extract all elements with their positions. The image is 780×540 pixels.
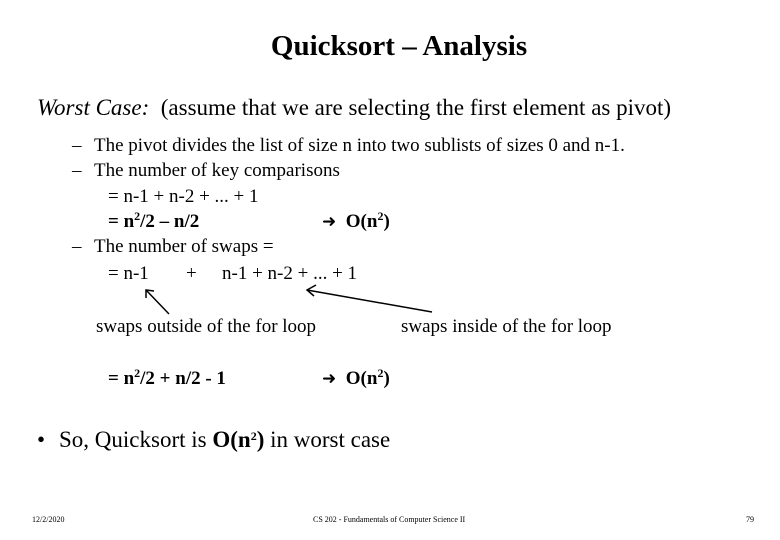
right-arrow-icon: ➜ [322,212,337,232]
point-comparisons-text: The number of key comparisons [94,160,340,181]
worst-case-label: Worst Case: [37,95,150,120]
comparisons-sum: = n-1 + n-2 + ... + 1 [108,186,259,207]
swaps-result: = $n^2/2 + n/2 - 1$ [108,366,226,389]
swaps-plus: + [186,263,197,284]
footer-course: CS 202 - Fundamentals of Computer Science II [313,515,466,524]
slide-title: Quicksort – Analysis [270,30,528,62]
point-swaps-text: The number of swaps = [94,236,274,257]
worst-case-text: (assume that we are selecting the first element as pivot) [160,95,672,120]
swaps-inside-term: n-1 + n-2 + ... + 1 [222,263,358,284]
dash-marker: – [72,160,82,181]
swaps-big-o: ➜ $O(n^2)$ [322,366,390,389]
conclusion-bullet: • So, Quicksort is $O(n^2)$ in worst case [37,427,391,452]
comparisons-big-o: ➜ $O(n^2)$ [322,209,390,232]
footer-date: 12/2/2020 [32,515,65,524]
dash-marker: – [72,135,82,156]
bullet-icon: • [37,427,46,452]
annotation-inside-loop: swaps inside of the for loop [401,316,612,337]
conclusion-big-o: $O(n^2)$ [212,427,265,452]
point-pivot-text: The pivot divides the list of size n into two sublists of sizes 0 and n-1. [94,135,625,156]
swaps-outside-term: = n-1 [108,263,149,284]
arrow-inside-loop [307,290,432,312]
footer-page-number: 79 [746,515,754,524]
arrow-outside-loop [146,290,169,314]
right-arrow-icon: ➜ [322,369,337,389]
annotation-outside-loop: swaps outside of the for loop [96,316,317,337]
comparisons-result: = $n^2/2 - n/2$ [108,209,200,232]
dash-marker: – [72,236,82,257]
